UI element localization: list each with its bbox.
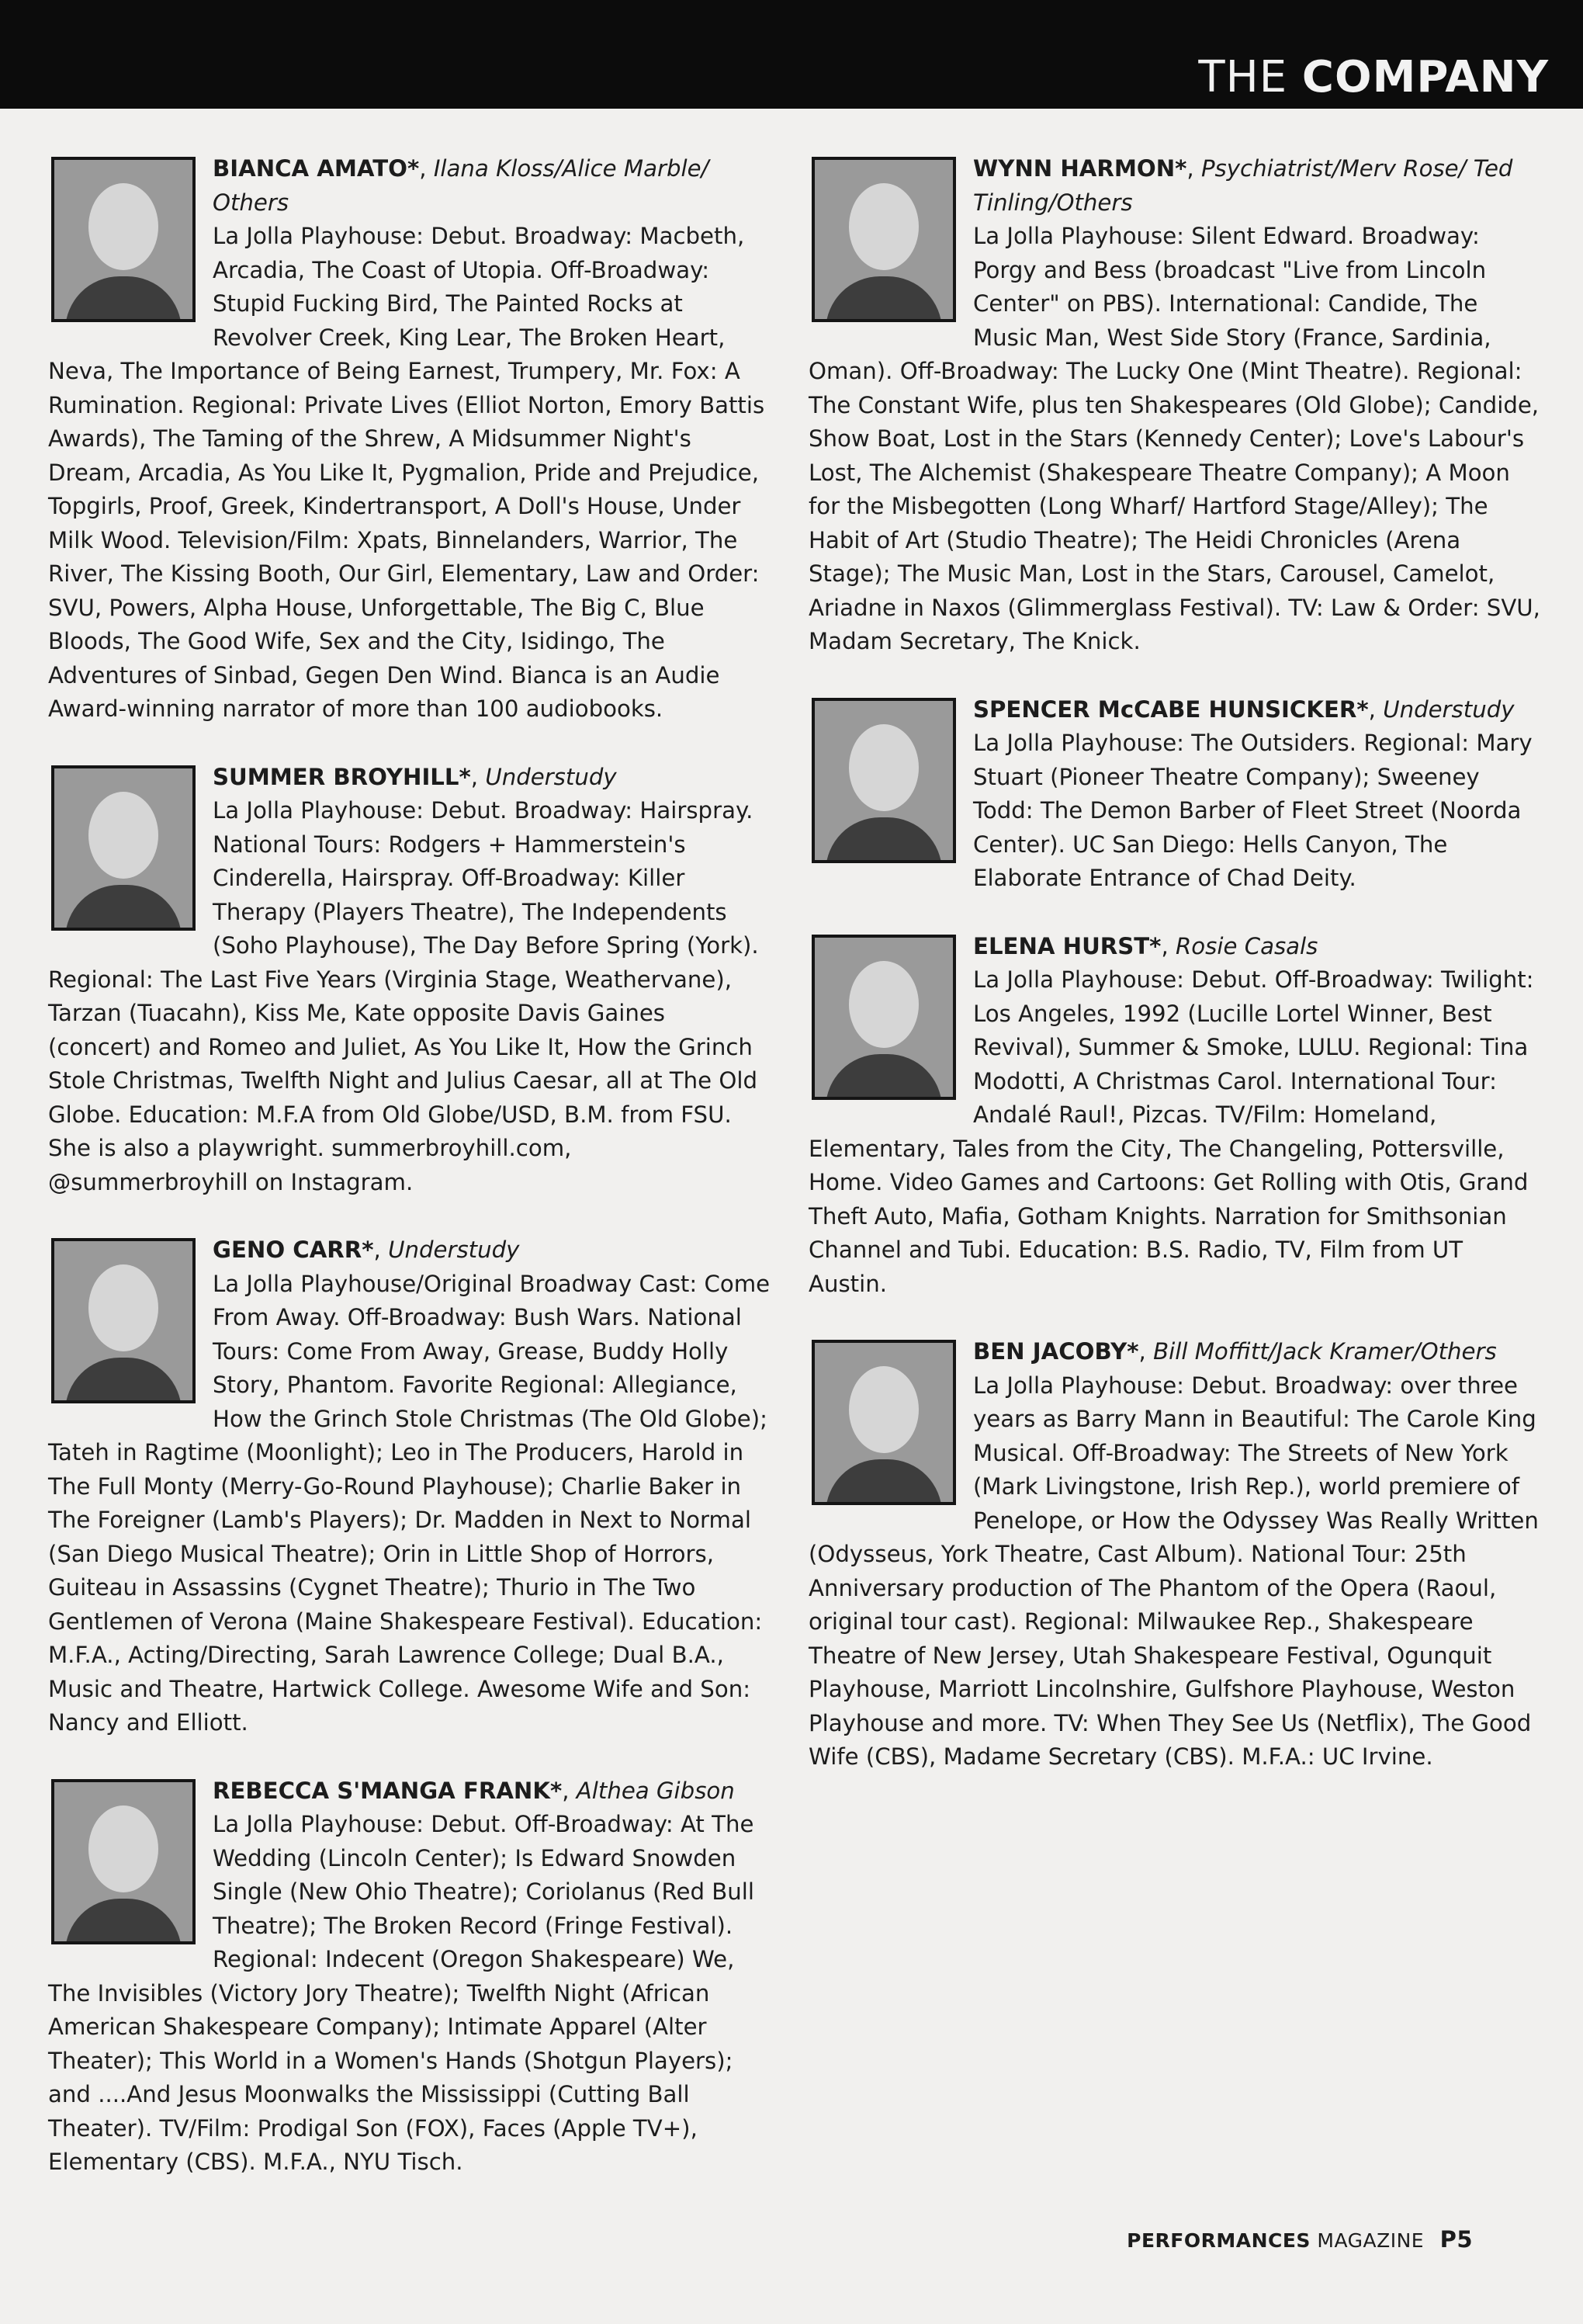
actor-role: Althea Gibson: [576, 1777, 735, 1804]
actor-role: Bill Moffitt/Jack Kramer/Others: [1153, 1338, 1497, 1365]
bio-text: La Jolla Playhouse: Debut. Broadway: over three years as Barry Mann in Beautiful: The Carole King Musical. Off-Broadway: The Streets of New York (Mark Livingstone, Irish Rep.), world premiere of Penelope, or How the Odyssey Was Really Written (Odysseus, York Theatre, Cast Album). National Tour: 25th Anniversary production of The Phantom of the Opera (Raoul, original tour cast). Regional: Milwaukee Rep., Shakespeare Theatre of New Jersey, Utah Shakespeare Festival, Ogunquit Playhouse, Marriott Lincolnshire, Gulfshore Playhouse, Weston Playhouse and more. TV: When They See Us (Netflix), The Good Wife (CBS), Madame Secretary (CBS). M.F.A.: UC Irvine.: [809, 1372, 1539, 1770]
actor-name: BIANCA AMATO*: [213, 155, 420, 182]
page-number: P5: [1439, 2226, 1473, 2253]
right-column: [809, 152, 1546, 1809]
magazine-name: PERFORMANCES: [1127, 2229, 1311, 2252]
bio-geno-carr: GENO CARR*, Understudy La Jolla Playhouse/Original Broadway Cast: Come From Away. Off-Broadway: Bush Wars. National Tours: Come From Away, Grease, Buddy Holly Story, Phantom. Favorite Regional: Allegiance, How the Grinch Stole Christmas (The Old Globe); Tateh in Ragtime (Moonlight); Leo in The Producers, Harold in The Full Monty (Merry-Go-Round Playhouse); Charlie Baker in The Foreigner (Lamb's Players); Dr. Madden in Next to Normal (San Diego Musical Theatre); Orin in Little Shop of Horrors, Guiteau in Assassins (Cygnet Theatre); Thurio in The Two Gentlemen of Verona (Maine Shakespeare Festival). Education: M.F.A., Acting/Directing, Sarah Lawrence College; Dual B.A., Music and Theatre, Hartwick College. Awesome Wife and Son: Nancy and Elliott.: [48, 1237, 771, 1736]
bio-wynn-harmon: WYNN HARMON*, Psychiatrist/Merv Rose/ Ted Tinling/Others La Jolla Playhouse: Silent Edward. Broadway: Porgy and Bess (broadcast "Live from Lincoln Center" on PBS). International: Candide, The Music Man, West Side Story (France, Sardinia, Oman). Off-Broadway: The Lucky One (Mint Theatre). Regional: The Constant Wife, plus ten Shakespeares (Old Globe); Candide, Show Boat, Lost in the Stars (Kennedy Center); Love's Labour's Lost, The Alchemist (Shakespeare Theatre Company); A Moon for the Misbegotten (Long Wharf/ Hartford Stage/Alley); The Habit of Art (Studio Theatre); The Heidi Chronicles (Arena Stage); The Music Man, Lost in the Stars, Carousel, Camelot, Ariadne in Naxos (Glimmerglass Festival). TV: Law & Order: SVU, Madam Secretary, The Knick.: [809, 155, 1540, 654]
actor-role: Understudy: [485, 763, 617, 790]
bio-text: La Jolla Playhouse: Debut. Broadway: Macbeth, Arcadia, The Coast of Utopia. Off-Broadway: Stupid Fucking Bird, The Painted Rocks at Revolver Creek, King Lear, The Broken Heart, Neva, The Importance of Being Earnest, Trumpery, Mr. Fox: A Rumination. Regional: Private Lives (Elliot Norton, Emory Battis Awards), The Taming of the Shrew, A Midsummer Night's Dream, Arcadia, As You Like It, Pygmalion, Pride and Prejudice, Topgirls, Proof, Greek, Kindertransport, A Doll's House, Under Milk Wood. Television/Film: Xpats, Binnelanders, Warrior, The River, The Kissing Booth, Our Girl, Elementary, Law and Order: SVU, Powers, Alpha House, Unforgettable, The Big C, Blue Bloods, The Good Wife, Sex and the City, Isidingo, The Adventures of Sinbad, Gegen Den Wind. Bianca is an Audie Award-winning narrator of more than 100 audiobooks.: [48, 223, 765, 722]
actor-name: WYNN HARMON*: [973, 155, 1187, 182]
magazine-label: MAGAZINE: [1317, 2229, 1425, 2252]
headshot-photo: [51, 1238, 196, 1403]
headshot-photo: [812, 1340, 956, 1505]
bio-spencer-mccabe-hunsicker: SPENCER McCABE HUNSICKER*, Understudy La Jolla Playhouse: The Outsiders. Regional: Mary Stuart (Pioneer Theatre Company); Sweeney Todd: The Demon Barber of Fleet Street (Noorda Center). UC San Diego: Hells Canyon, The Elaborate Entrance of Chad Deity.: [809, 693, 1546, 896]
headshot-photo: [812, 698, 956, 863]
left-column: [48, 152, 774, 2214]
actor-name: ELENA HURST*: [973, 932, 1162, 959]
bio-text: La Jolla Playhouse: Debut. Broadway: Hairspray. National Tours: Rodgers + Hammerstein's Cinderella, Hairspray. Off-Broadway: Killer Therapy (Players Theatre), The Independents (Soho Playhouse), The Day Before Spring (York). Regional: The Last Five Years (Virginia Stage, Weathervane), Tarzan (Tuacahn), Kiss Me, Kate opposite Davis Gaines (concert) and Romeo and Juliet, As You Like It, How the Grinch Stole Christmas, Twelfth Night and Julius Caesar, all at The Old Globe. Education: M.F.A from Old Globe/USD, B.M. from FSU. She is also a playwright. summerbroyhill.com, @summerbroyhill on Instagram.: [48, 797, 759, 1195]
bio-text: La Jolla Playhouse: Silent Edward. Broadway: Porgy and Bess (broadcast "Live from Lincoln Center" on PBS). International: Candide, The Music Man, West Side Story (France, Sardinia, Oman). Off-Broadway: The Lucky One (Mint Theatre). Regional: The Constant Wife, plus ten Shakespeares (Old Globe); Candide, Show Boat, Lost in the Stars (Kennedy Center); Love's Labour's Lost, The Alchemist (Shakespeare Theatre Company); A Moon for the Misbegotten (Long Wharf/ Hartford Stage/Alley); The Habit of Art (Studio Theatre); The Heidi Chronicles (Arena Stage); The Music Man, Lost in the Stars, Carousel, Camelot, Ariadne in Naxos (Glimmerglass Festival). TV: Law & Order: SVU, Madam Secretary, The Knick.: [809, 223, 1540, 654]
bio-text: La Jolla Playhouse: The Outsiders. Regional: Mary Stuart (Pioneer Theatre Company); Sweeney Todd: The Demon Barber of Fleet Street (Noorda Center). UC San Diego: Hells Canyon, The Elaborate Entrance of Chad Deity.: [973, 730, 1533, 891]
headshot-photo: [812, 935, 956, 1100]
actor-name: REBECCA S'MANGA FRANK*: [213, 1777, 563, 1804]
headshot-photo: [51, 157, 196, 322]
section-title-light: THE: [1198, 52, 1288, 102]
actor-role: Rosie Casals: [1176, 932, 1318, 959]
bio-elena-hurst: ELENA HURST*, Rosie Casals La Jolla Playhouse: Debut. Off-Broadway: Twilight: Los Angeles, 1992 (Lucille Lortel Winner, Best Revival), Summer & Smoke, LULU. Regional: Tina Modotti, A Christmas Carol. International Tour: Andalé Raul!, Pizcas. TV/Film: Homeland, Elementary, Tales from the City, The Changeling, Pottersville, Home. Video Games and Cartoons: Get Rolling with Otis, Grand Theft Auto, Mafia, Gotham Knights. Narration for Smithsonian Channel and Tubi. Education: B.S. Radio, TV, Film from UT Austin.: [809, 932, 1534, 1297]
bio-ben-jacoby: BEN JACOBY*, Bill Moffitt/Jack Kramer/Others La Jolla Playhouse: Debut. Broadway: over three years as Barry Mann in Beautiful: The Carole King Musical. Off-Broadway: The Streets of New York (Mark Livingstone, Irish Rep.), world premiere of Penelope, or How the Odyssey Was Really Written (Odysseus, York Theatre, Cast Album). National Tour: 25th Anniversary production of The Phantom of the Opera (Raoul, original tour cast). Regional: Milwaukee Rep., Shakespeare Theatre of New Jersey, Utah Shakespeare Festival, Ogunquit Playhouse, Marriott Lincolnshire, Gulfshore Playhouse, Weston Playhouse and more. TV: When They See Us (Netflix), The Good Wife (CBS), Madame Secretary (CBS). M.F.A.: UC Irvine.: [809, 1338, 1539, 1770]
bio-text: La Jolla Playhouse/Original Broadway Cast: Come From Away. Off-Broadway: Bush Wars. National Tours: Come From Away, Grease, Buddy Holly Story, Phantom. Favorite Regional: Allegiance, How the Grinch Stole Christmas (The Old Globe); Tateh in Ragtime (Moonlight); Leo in The Producers, Harold in The Full Monty (Merry-Go-Round Playhouse); Charlie Baker in The Foreigner (Lamb's Players); Dr. Madden in Next to Normal (San Diego Musical Theatre); Orin in Little Shop of Horrors, Guiteau in Assassins (Cygnet Theatre); Thurio in The Two Gentlemen of Verona (Maine Shakespeare Festival). Education: M.F.A., Acting/Directing, Sarah Lawrence College; Dual B.A., Music and Theatre, Hartwick College. Awesome Wife and Son: Nancy and Elliott.: [48, 1270, 771, 1736]
headshot-photo: [812, 157, 956, 322]
actor-name: GENO CARR*: [213, 1237, 374, 1263]
bio-rebecca-smanga-frank: REBECCA S'MANGA FRANK*, Althea Gibson La Jolla Playhouse: Debut. Off-Broadway: At The Wedding (Lincoln Center); Is Edward Snowden Single (New Ohio Theatre); Coriolanus (Red Bull Theatre); The Broken Record (Fringe Festival). Regional: Indecent (Oregon Shakespeare) We, The Invisibles (Victory Jory Theatre); Twelfth Night (African American Shakespeare Company); Intimate Apparel (Alter Theater); This World in a Women's Hands (Shotgun Players); and ....And Jesus Moonwalks the Mississippi (Cutting Ball Theater). TV/Film: Prodigal Son (FOX), Faces (Apple TV+), Elementary (CBS). M.F.A., NYU Tisch.: [48, 1777, 755, 2175]
headshot-photo: [51, 1779, 196, 1944]
headshot-photo: [51, 765, 196, 931]
bio-summer-broyhill: SUMMER BROYHILL*, Understudy La Jolla Playhouse: Debut. Broadway: Hairspray. National Tours: Rodgers + Hammerstein's Cinderella, Hairspray. Off-Broadway: Killer Therapy (Players Theatre), The Independents (Soho Playhouse), The Day Before Spring (York). Regional: The Last Five Years (Virginia Stage, Weathervane), Tarzan (Tuacahn), Kiss Me, Kate opposite Davis Gaines (concert) and Romeo and Juliet, As You Like It, How the Grinch Stole Christmas, Twelfth Night and Julius Caesar, all at The Old Globe. Education: M.F.A from Old Globe/USD, B.M. from FSU. She is also a playwright. summerbroyhill.com, @summerbroyhill on Instagram.: [48, 763, 759, 1195]
actor-name: SUMMER BROYHILL*: [213, 763, 471, 790]
actor-role: Understudy: [1383, 695, 1515, 723]
bio-text: La Jolla Playhouse: Debut. Off-Broadway: At The Wedding (Lincoln Center); Is Edward Snowden Single (New Ohio Theatre); Coriolanus (Red Bull Theatre); The Broken Record (Fringe Festival). Regional: Indecent (Oregon Shakespeare) We, The Invisibles (Victory Jory Theatre); Twelfth Night (African American Shakespeare Company); Intimate Apparel (Alter Theater); This World in a Women's Hands (Shotgun Players); and ....And Jesus Moonwalks the Mississippi (Cutting Ball Theater). TV/Film: Prodigal Son (FOX), Faces (Apple TV+), Elementary (CBS). M.F.A., NYU Tisch.: [48, 1811, 755, 2175]
bio-text: La Jolla Playhouse: Debut. Off-Broadway: Twilight: Los Angeles, 1992 (Lucille Lortel Winner, Best Revival), Summer & Smoke, LULU. Regional: Tina Modotti, A Christmas Carol. International Tour: Andalé Raul!, Pizcas. TV/Film: Homeland, Elementary, Tales from the City, The Changeling, Pottersville, Home. Video Games and Cartoons: Get Rolling with Otis, Grand Theft Auto, Mafia, Gotham Knights. Narration for Smithsonian Channel and Tubi. Education: B.S. Radio, TV, Film from UT Austin.: [809, 966, 1534, 1297]
actor-role: Psychiatrist/Merv Rose/ Ted Tinling/Others: [973, 155, 1513, 216]
actor-name: SPENCER McCABE HUNSICKER*: [973, 695, 1369, 723]
section-title-bold: COMPANY: [1301, 52, 1549, 102]
section-title: [1198, 52, 1549, 102]
bio-bianca-amato: BIANCA AMATO*, Ilana Kloss/Alice Marble/ Others La Jolla Playhouse: Debut. Broadway: Macbeth, Arcadia, The Coast of Utopia. Off-Broadway: Stupid Fucking Bird, The Painted Rocks at Revolver Creek, King Lear, The Broken Heart, Neva, The Importance of Being Earnest, Trumpery, Mr. Fox: A Rumination. Regional: Private Lives (Elliot Norton, Emory Battis Awards), The Taming of the Shrew, A Midsummer Night's Dream, Arcadia, As You Like It, Pygmalion, Pride and Prejudice, Topgirls, Proof, Greek, Kindertransport, A Doll's House, Under Milk Wood. Television/Film: Xpats, Binnelanders, Warrior, The River, The Kissing Booth, Our Girl, Elementary, Law and Order: SVU, Powers, Alpha House, Unforgettable, The Big C, Blue Bloods, The Good Wife, Sex and the City, Isidingo, The Adventures of Sinbad, Gegen Den Wind. Bianca is an Audie Award-winning narrator of more than 100 audiobooks.: [48, 155, 765, 722]
actor-name: BEN JACOBY*: [973, 1338, 1139, 1365]
actor-role: Ilana Kloss/Alice Marble/ Others: [213, 155, 709, 216]
actor-role: Understudy: [388, 1237, 520, 1263]
page-footer: [1127, 2226, 1473, 2253]
